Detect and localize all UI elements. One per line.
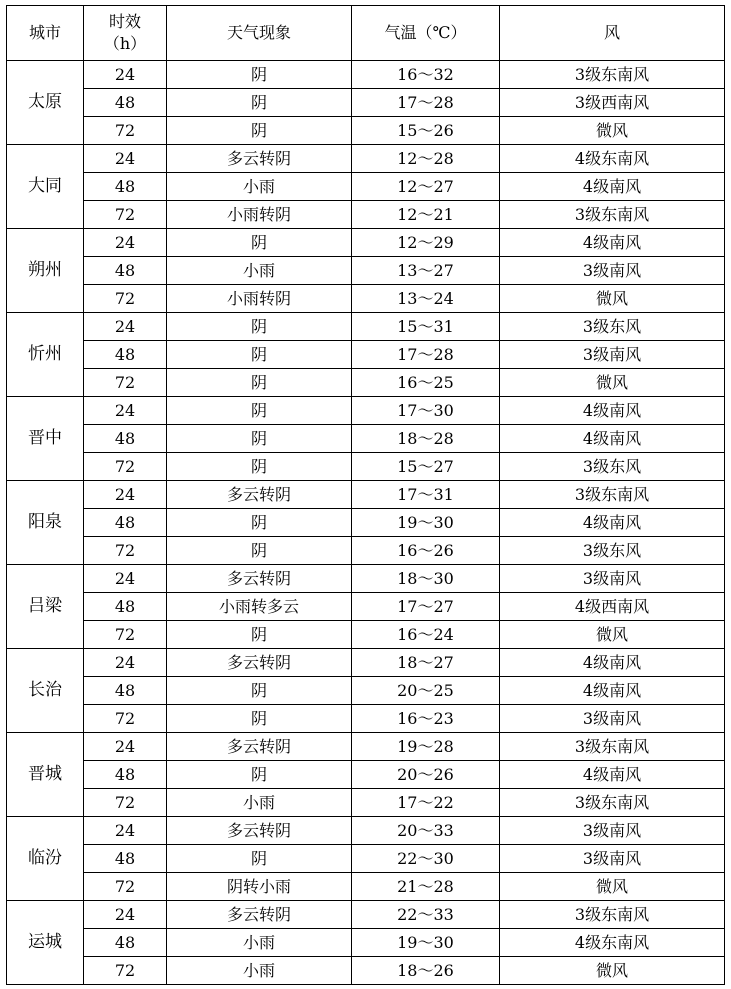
weather-cell: 阴 [167, 425, 352, 453]
weather-cell: 阴 [167, 621, 352, 649]
hours-cell: 48 [84, 509, 167, 537]
header-hours-label: 时效 [108, 12, 141, 31]
weather-cell: 多云转阴 [167, 733, 352, 761]
temperature-cell: 21～28 [352, 873, 500, 901]
hours-cell: 48 [84, 341, 167, 369]
table-row [7, 229, 725, 257]
temperature-cell: 17～28 [352, 89, 500, 117]
wind-cell: 4级南风 [500, 509, 725, 537]
weather-cell: 小雨 [167, 173, 352, 201]
hours-cell: 24 [84, 61, 167, 89]
temperature-cell: 13～27 [352, 257, 500, 285]
table-row [7, 537, 725, 565]
temperature-cell: 13～24 [352, 285, 500, 313]
hours-cell: 48 [84, 761, 167, 789]
table-row [7, 425, 725, 453]
hours-cell: 48 [84, 593, 167, 621]
weather-cell: 阴 [167, 845, 352, 873]
weather-cell: 小雨 [167, 257, 352, 285]
hours-cell: 72 [84, 873, 167, 901]
hours-cell: 72 [84, 117, 167, 145]
table-row [7, 145, 725, 173]
wind-cell: 微风 [500, 873, 725, 901]
temperature-cell: 12～28 [352, 145, 500, 173]
wind-cell: 3级南风 [500, 341, 725, 369]
weather-cell: 阴 [167, 537, 352, 565]
weather-cell: 小雨 [167, 789, 352, 817]
hours-cell: 24 [84, 481, 167, 509]
city-name-cell: 临汾 [7, 817, 84, 901]
wind-cell: 4级南风 [500, 677, 725, 705]
wind-cell: 3级南风 [500, 845, 725, 873]
temperature-cell: 19～30 [352, 929, 500, 957]
temperature-cell: 18～30 [352, 565, 500, 593]
table-row [7, 901, 725, 929]
weather-cell: 阴 [167, 509, 352, 537]
hours-cell: 48 [84, 845, 167, 873]
weather-cell: 多云转阴 [167, 481, 352, 509]
weather-cell: 阴 [167, 89, 352, 117]
wind-cell: 3级东风 [500, 453, 725, 481]
hours-cell: 24 [84, 229, 167, 257]
weather-cell: 阴 [167, 397, 352, 425]
table-row [7, 621, 725, 649]
weather-cell: 阴 [167, 117, 352, 145]
table-row [7, 89, 725, 117]
city-name-cell: 大同 [7, 145, 84, 229]
hours-cell: 48 [84, 425, 167, 453]
hours-cell: 24 [84, 901, 167, 929]
temperature-cell: 16～23 [352, 705, 500, 733]
wind-cell: 微风 [500, 957, 725, 985]
header-hours [84, 6, 167, 61]
weather-cell: 多云转阴 [167, 649, 352, 677]
table-row [7, 257, 725, 285]
hours-cell: 72 [84, 201, 167, 229]
temperature-cell: 20～25 [352, 677, 500, 705]
weather-cell: 小雨 [167, 957, 352, 985]
weather-cell: 多云转阴 [167, 145, 352, 173]
temperature-cell: 16～24 [352, 621, 500, 649]
hours-cell: 72 [84, 621, 167, 649]
wind-cell: 微风 [500, 285, 725, 313]
table-row [7, 285, 725, 313]
wind-cell: 4级南风 [500, 397, 725, 425]
hours-cell: 24 [84, 313, 167, 341]
temperature-cell: 22～30 [352, 845, 500, 873]
temperature-cell: 12～29 [352, 229, 500, 257]
temperature-cell: 18～27 [352, 649, 500, 677]
wind-cell: 4级南风 [500, 425, 725, 453]
hours-cell: 24 [84, 565, 167, 593]
table-row [7, 117, 725, 145]
header-weather: 天气现象 [167, 6, 352, 61]
header-temperature: 气温（℃） [352, 6, 500, 61]
hours-cell: 72 [84, 537, 167, 565]
hours-cell: 24 [84, 649, 167, 677]
hours-cell: 72 [84, 369, 167, 397]
wind-cell: 3级东南风 [500, 61, 725, 89]
hours-cell: 24 [84, 733, 167, 761]
table-row [7, 873, 725, 901]
table-row [7, 733, 725, 761]
weather-cell: 小雨转多云 [167, 593, 352, 621]
city-name-cell: 长治 [7, 649, 84, 733]
table-row [7, 61, 725, 89]
weather-cell: 小雨转阴 [167, 201, 352, 229]
wind-cell: 3级东南风 [500, 733, 725, 761]
table-row [7, 201, 725, 229]
weather-cell: 阴 [167, 229, 352, 257]
city-name-cell: 晋城 [7, 733, 84, 817]
table-row [7, 929, 725, 957]
wind-cell: 3级东南风 [500, 901, 725, 929]
wind-cell: 微风 [500, 369, 725, 397]
hours-cell: 48 [84, 257, 167, 285]
table-row [7, 369, 725, 397]
hours-cell: 72 [84, 789, 167, 817]
table-row [7, 845, 725, 873]
table-row [7, 313, 725, 341]
table-row [7, 173, 725, 201]
temperature-cell: 18～28 [352, 425, 500, 453]
table-row [7, 453, 725, 481]
table-header [7, 6, 725, 61]
city-name-cell: 阳泉 [7, 481, 84, 565]
wind-cell: 4级南风 [500, 229, 725, 257]
header-hours-unit: （h） [103, 34, 147, 53]
table-row [7, 341, 725, 369]
forecast-table [6, 5, 725, 985]
city-name-cell: 运城 [7, 901, 84, 985]
header-row [7, 6, 725, 61]
wind-cell: 微风 [500, 621, 725, 649]
weather-cell: 多云转阴 [167, 817, 352, 845]
city-name-cell: 太原 [7, 61, 84, 145]
hours-cell: 72 [84, 957, 167, 985]
temperature-cell: 15～31 [352, 313, 500, 341]
temperature-cell: 17～22 [352, 789, 500, 817]
table-row [7, 761, 725, 789]
weather-cell: 阴 [167, 677, 352, 705]
weather-cell: 阴 [167, 341, 352, 369]
weather-cell: 阴 [167, 313, 352, 341]
weather-cell: 多云转阴 [167, 901, 352, 929]
temperature-cell: 18～26 [352, 957, 500, 985]
hours-cell: 24 [84, 817, 167, 845]
temperature-cell: 17～27 [352, 593, 500, 621]
weather-cell: 阴 [167, 705, 352, 733]
hours-cell: 72 [84, 453, 167, 481]
table-row [7, 593, 725, 621]
weather-cell: 多云转阴 [167, 565, 352, 593]
table-row [7, 481, 725, 509]
wind-cell: 3级东南风 [500, 789, 725, 817]
table-row [7, 509, 725, 537]
wind-cell: 4级西南风 [500, 593, 725, 621]
temperature-cell: 19～30 [352, 509, 500, 537]
hours-cell: 24 [84, 145, 167, 173]
city-name-cell: 忻州 [7, 313, 84, 397]
wind-cell: 4级南风 [500, 649, 725, 677]
weather-cell: 小雨转阴 [167, 285, 352, 313]
table-row [7, 705, 725, 733]
weather-cell: 小雨 [167, 929, 352, 957]
temperature-cell: 12～21 [352, 201, 500, 229]
temperature-cell: 12～27 [352, 173, 500, 201]
header-city: 城市 [7, 6, 84, 61]
wind-cell: 3级东南风 [500, 201, 725, 229]
wind-cell: 3级西南风 [500, 89, 725, 117]
weather-cell: 阴 [167, 369, 352, 397]
temperature-cell: 16～32 [352, 61, 500, 89]
weather-cell: 阴 [167, 453, 352, 481]
hours-cell: 24 [84, 397, 167, 425]
table-row [7, 677, 725, 705]
table-row [7, 397, 725, 425]
temperature-cell: 15～27 [352, 453, 500, 481]
temperature-cell: 16～25 [352, 369, 500, 397]
hours-cell: 48 [84, 929, 167, 957]
wind-cell: 3级东风 [500, 313, 725, 341]
table-row [7, 649, 725, 677]
weather-cell: 阴 [167, 761, 352, 789]
weather-cell: 阴 [167, 61, 352, 89]
wind-cell: 4级东南风 [500, 929, 725, 957]
wind-cell: 3级南风 [500, 565, 725, 593]
hours-cell: 48 [84, 173, 167, 201]
hours-cell: 72 [84, 285, 167, 313]
temperature-cell: 20～26 [352, 761, 500, 789]
city-name-cell: 朔州 [7, 229, 84, 313]
header-wind: 风 [500, 6, 725, 61]
wind-cell: 3级南风 [500, 257, 725, 285]
weather-cell: 阴转小雨 [167, 873, 352, 901]
table-row [7, 957, 725, 985]
table-row [7, 817, 725, 845]
temperature-cell: 17～31 [352, 481, 500, 509]
temperature-cell: 16～26 [352, 537, 500, 565]
hours-cell: 72 [84, 705, 167, 733]
wind-cell: 4级南风 [500, 761, 725, 789]
temperature-cell: 17～30 [352, 397, 500, 425]
table-row [7, 565, 725, 593]
temperature-cell: 19～28 [352, 733, 500, 761]
hours-cell: 48 [84, 89, 167, 117]
table-row [7, 789, 725, 817]
wind-cell: 4级东南风 [500, 145, 725, 173]
city-name-cell: 吕梁 [7, 565, 84, 649]
table-body [7, 61, 725, 985]
temperature-cell: 20～33 [352, 817, 500, 845]
wind-cell: 3级南风 [500, 817, 725, 845]
city-name-cell: 晋中 [7, 397, 84, 481]
wind-cell: 4级南风 [500, 173, 725, 201]
temperature-cell: 15～26 [352, 117, 500, 145]
hours-cell: 48 [84, 677, 167, 705]
wind-cell: 微风 [500, 117, 725, 145]
temperature-cell: 22～33 [352, 901, 500, 929]
wind-cell: 3级东风 [500, 537, 725, 565]
temperature-cell: 17～28 [352, 341, 500, 369]
wind-cell: 3级东南风 [500, 481, 725, 509]
wind-cell: 3级南风 [500, 705, 725, 733]
